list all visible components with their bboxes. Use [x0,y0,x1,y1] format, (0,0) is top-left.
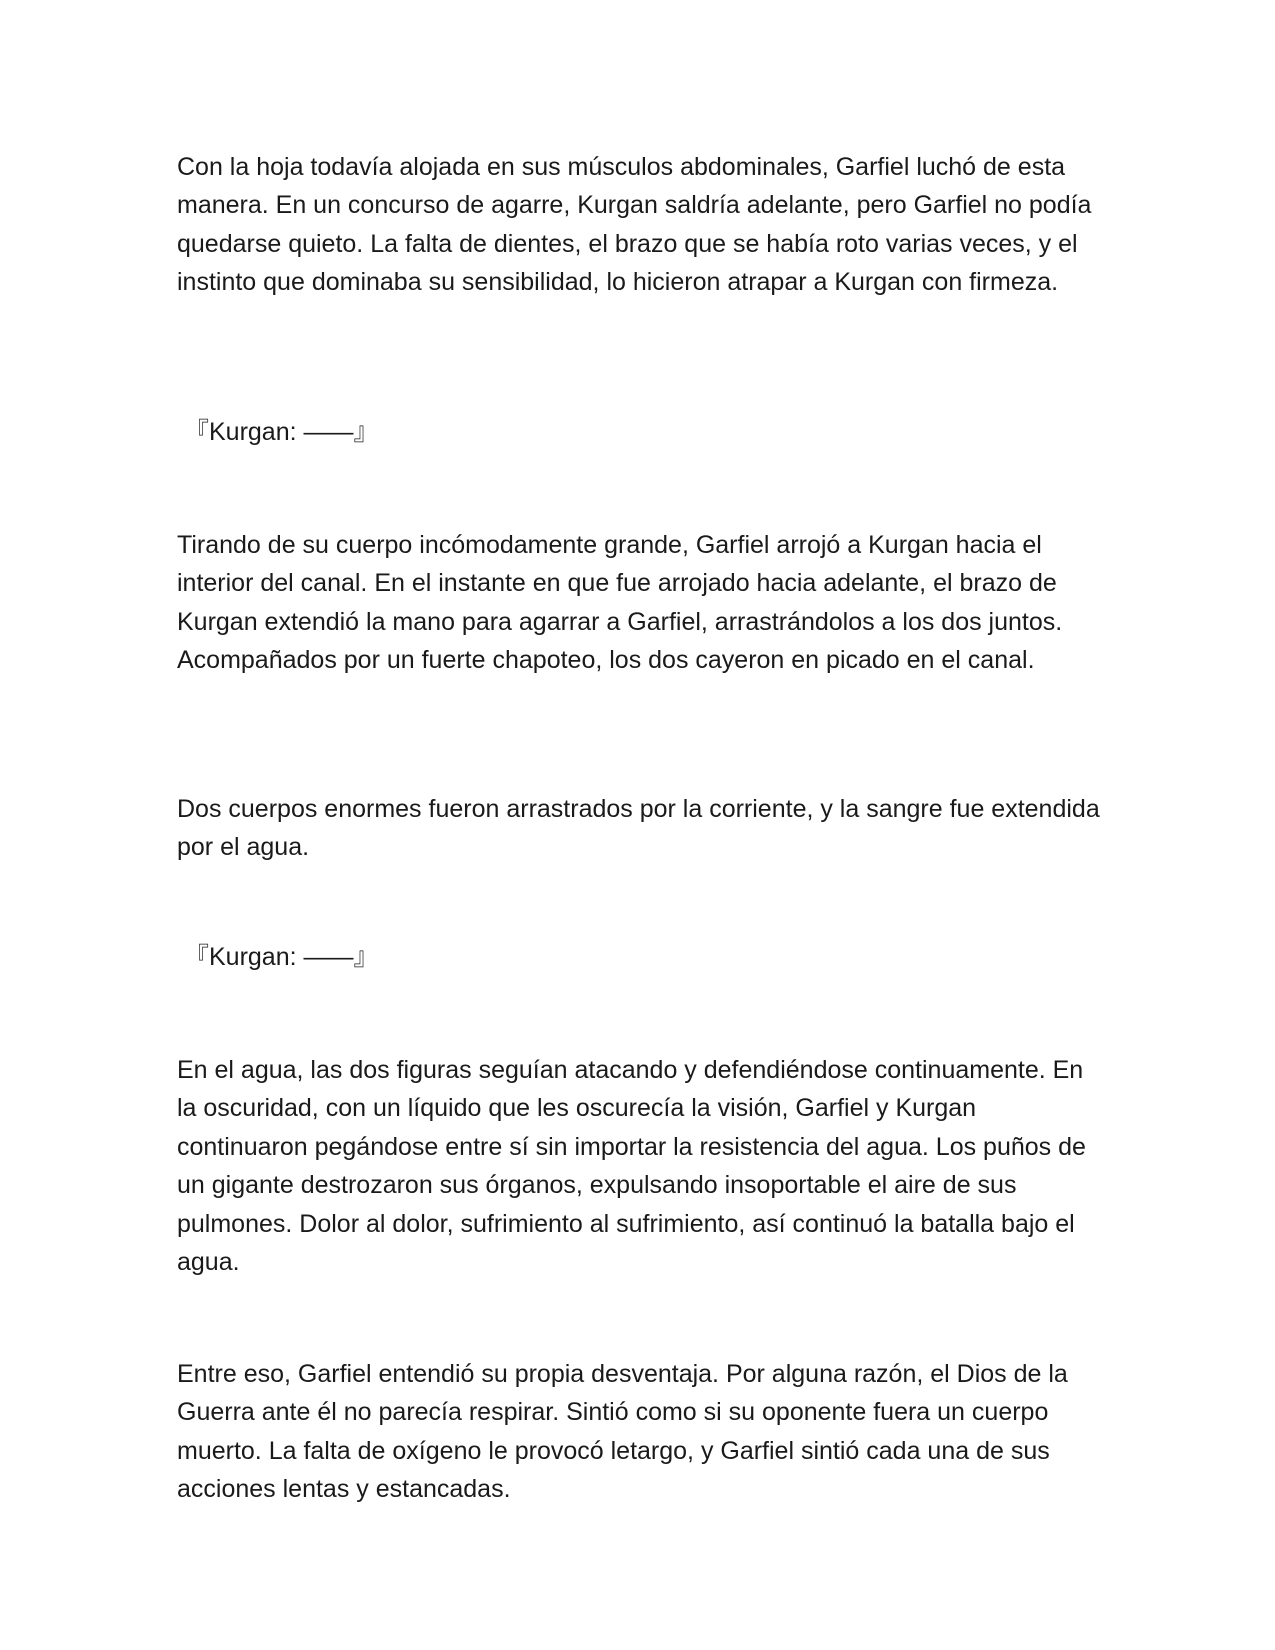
dialogue-line: 『Kurgan: ——』 [184,943,379,971]
dialogue-line: 『Kurgan: ——』 [184,418,379,446]
paragraph: Dos cuerpos enormes fueron arrastrados por la corriente, y la sangre fue extendida por el agua. [177,795,1100,862]
paragraph: Con la hoja todavía alojada en sus músculos abdominales, Garfiel luchó de esta manera. En un concurso de agarre, Kurgan saldría adelante, pero Garfiel no podía quedarse quieto. La falta de dientes, el brazo que se había roto varias veces, y el instinto que dominaba su sensibilidad, lo hicieron atrapar a Kurgan con firmeza. [177,153,1092,297]
paragraph: Tirando de su cuerpo incómodamente grande, Garfiel arrojó a Kurgan hacia el interior del canal. En el instante en que fue arrojado hacia adelante, el brazo de Kurgan extendió la mano para agarrar a Garfiel, arrastrándolos a los dos juntos. Acompañados por un fuerte chapoteo, los dos cayeron en picado en el canal. [177,531,1063,675]
paragraph: Entre eso, Garfiel entendió su propia desventaja. Por alguna razón, el Dios de la Guerra ante él no parecía respirar. Sintió como si su oponente fuera un cuerpo muerto. La falta de oxígeno le provocó letargo, y Garfiel sintió cada una de sus acciones lentas y estancadas. [177,1360,1068,1504]
paragraph: En el agua, las dos figuras seguían atacando y defendiéndose continuamente. En la oscuridad, con un líquido que les oscurecía la visión, Garfiel y Kurgan continuaron pegándose entre sí sin importar la resistencia del agua. Los puños de un gigante destrozaron sus órganos, expulsando insoportable el aire de sus pulmones. Dolor al dolor, sufrimiento al sufrimiento, así continuó la batalla bajo el agua. [177,1056,1086,1277]
